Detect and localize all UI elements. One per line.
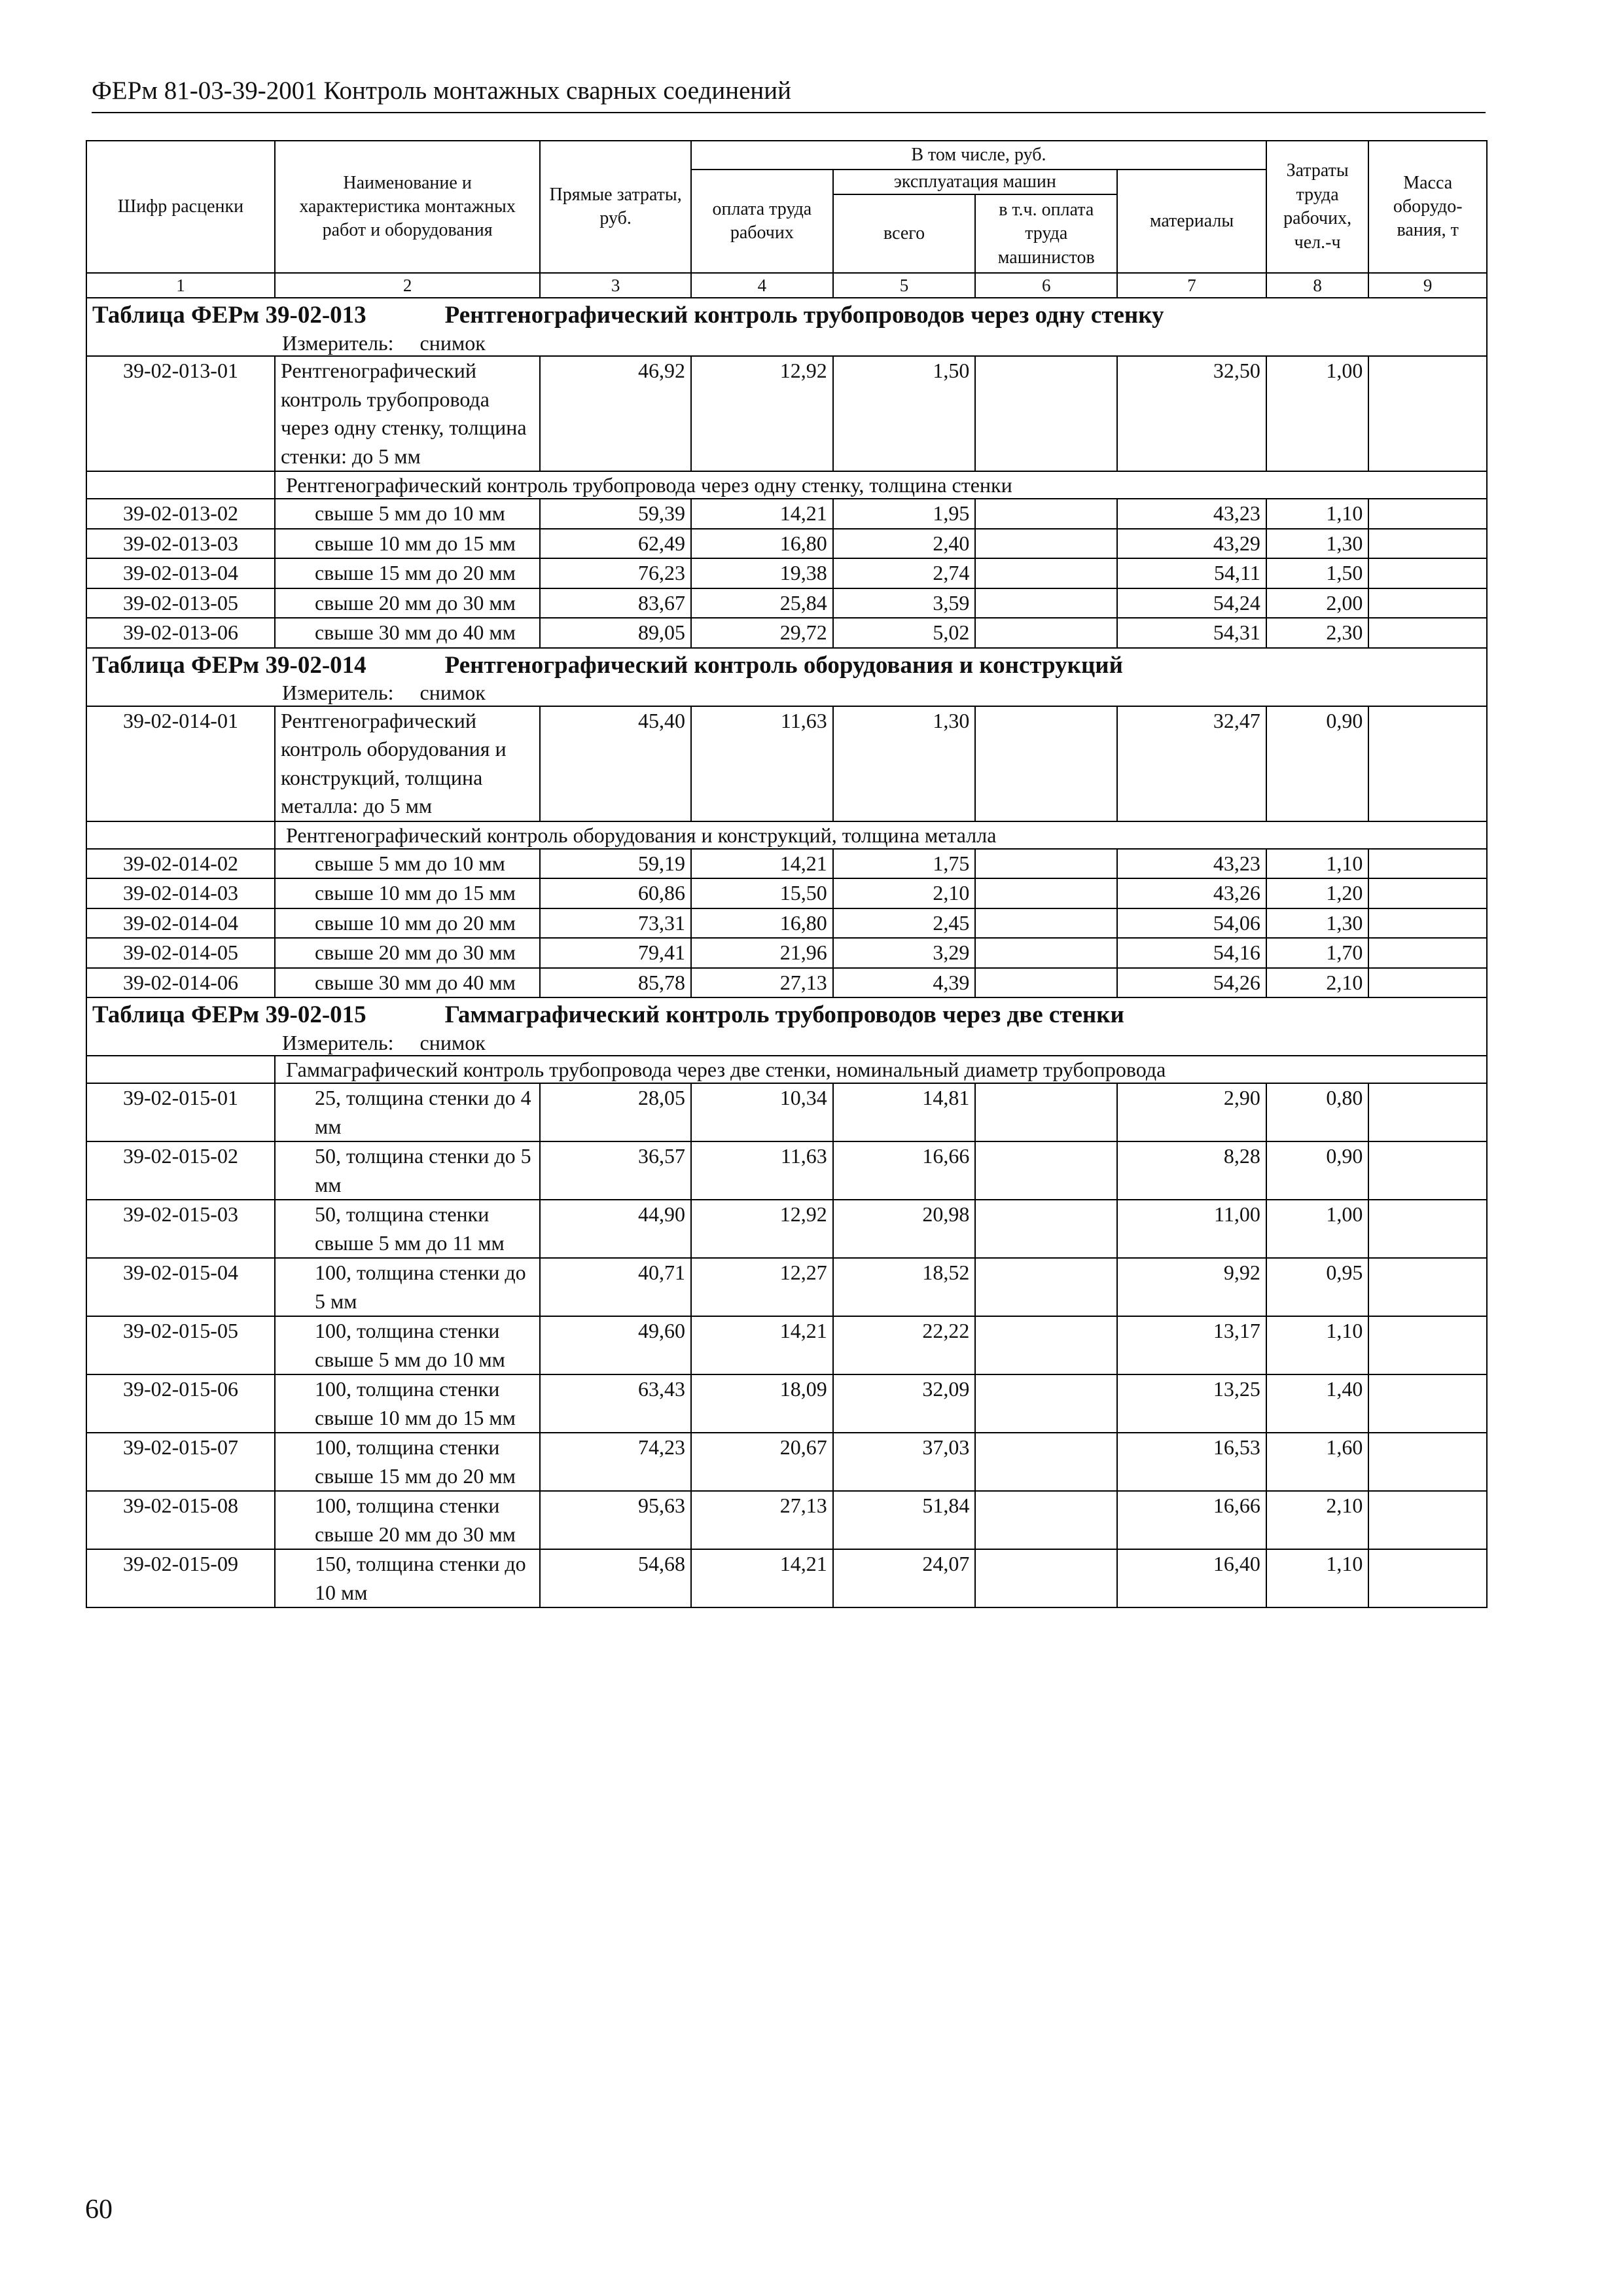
machinist-pay <box>975 938 1117 968</box>
equipment-mass <box>1368 1433 1487 1491</box>
rate-code: 39-02-013-04 <box>86 558 275 588</box>
equipment-mass <box>1368 618 1487 648</box>
equipment-mass <box>1368 938 1487 968</box>
rate-code: 39-02-015-02 <box>86 1141 275 1200</box>
materials: 11,00 <box>1117 1200 1266 1258</box>
table-title-row <box>86 298 1487 330</box>
col-header-including: В том числе, руб. <box>691 141 1266 170</box>
direct-cost: 73,31 <box>540 908 691 939</box>
work-name: свыше 5 мм до 10 мм <box>275 849 540 879</box>
machinist-pay <box>975 1374 1117 1433</box>
rate-code: 39-02-015-08 <box>86 1491 275 1549</box>
col-header-labor-pay: оплата труда рабочих <box>691 170 833 273</box>
meter-cell <box>86 1030 1487 1056</box>
rate-code: 39-02-014-04 <box>86 908 275 939</box>
rate-code: 39-02-013-06 <box>86 618 275 648</box>
materials: 2,90 <box>1117 1083 1266 1141</box>
machinist-pay <box>975 1258 1117 1316</box>
labor-hours: 1,30 <box>1266 908 1369 939</box>
labor-hours: 1,00 <box>1266 356 1369 471</box>
machines-total: 3,59 <box>833 588 976 619</box>
work-name: свыше 10 мм до 15 мм <box>275 529 540 559</box>
table-row <box>86 529 1487 559</box>
rate-code: 39-02-013-03 <box>86 529 275 559</box>
work-name: 100, толщина стенки до 5 мм <box>275 1258 540 1316</box>
labor-pay: 12,92 <box>691 356 833 471</box>
table-row <box>86 618 1487 648</box>
rate-code: 39-02-014-06 <box>86 968 275 998</box>
equipment-mass <box>1368 1316 1487 1374</box>
table-row <box>86 1374 1487 1433</box>
labor-pay: 27,13 <box>691 1491 833 1549</box>
work-name: Рентгенографический контроль трубопровода через одну стенку, толщина стенки: до 5 мм <box>275 356 540 471</box>
labor-hours: 1,00 <box>1266 1200 1369 1258</box>
direct-cost: 76,23 <box>540 558 691 588</box>
labor-hours: 0,80 <box>1266 1083 1369 1141</box>
work-name: свыше 10 мм до 20 мм <box>275 908 540 939</box>
materials: 54,16 <box>1117 938 1266 968</box>
table-row <box>86 908 1487 939</box>
machinist-pay <box>975 1141 1117 1200</box>
work-name: 25, толщина стенки до 4 мм <box>275 1083 540 1141</box>
machines-total: 4,39 <box>833 968 976 998</box>
work-name: свыше 15 мм до 20 мм <box>275 558 540 588</box>
direct-cost: 45,40 <box>540 706 691 821</box>
col-header-machines: эксплуатация машин <box>833 170 1117 194</box>
col-number: 2 <box>275 273 540 298</box>
direct-cost: 49,60 <box>540 1316 691 1374</box>
equipment-mass <box>1368 1549 1487 1607</box>
col-number: 1 <box>86 273 275 298</box>
equipment-mass <box>1368 968 1487 998</box>
work-name: Рентгенографический контроль оборудования и конструкций, толщина металла: до 5 мм <box>275 706 540 821</box>
table-title-cell <box>86 298 1487 330</box>
work-name: свыше 20 мм до 30 мм <box>275 588 540 619</box>
equipment-mass <box>1368 558 1487 588</box>
materials: 16,40 <box>1117 1549 1266 1607</box>
direct-cost: 74,23 <box>540 1433 691 1491</box>
group-code-cell <box>86 1056 275 1083</box>
machines-total: 2,10 <box>833 878 976 908</box>
col-number: 5 <box>833 273 976 298</box>
machines-total: 22,22 <box>833 1316 976 1374</box>
table-name: Рентгенографический контроль оборудования и конструкций <box>444 651 1123 679</box>
col-number: 3 <box>540 273 691 298</box>
labor-hours: 0,90 <box>1266 706 1369 821</box>
labor-pay: 21,96 <box>691 938 833 968</box>
labor-pay: 27,13 <box>691 968 833 998</box>
table-title-cell <box>86 997 1487 1030</box>
labor-pay: 10,34 <box>691 1083 833 1141</box>
direct-cost: 79,41 <box>540 938 691 968</box>
meter-label: Измеритель: <box>282 1030 394 1054</box>
page-number: 60 <box>85 2195 113 2225</box>
labor-pay: 14,21 <box>691 499 833 529</box>
table-body <box>86 298 1487 1607</box>
table-row <box>86 1083 1487 1141</box>
machinist-pay <box>975 849 1117 879</box>
rate-code: 39-02-015-06 <box>86 1374 275 1433</box>
machines-total: 1,75 <box>833 849 976 879</box>
col-header-materials: материалы <box>1117 170 1266 273</box>
equipment-mass <box>1368 1491 1487 1549</box>
table-row <box>86 849 1487 879</box>
table-row <box>86 1549 1487 1607</box>
machines-total: 1,50 <box>833 356 976 471</box>
meter-cell <box>86 331 1487 356</box>
machinist-pay <box>975 968 1117 998</box>
table-row <box>86 1316 1487 1374</box>
labor-pay: 16,80 <box>691 908 833 939</box>
machinist-pay <box>975 588 1117 619</box>
direct-cost: 44,90 <box>540 1200 691 1258</box>
equipment-mass <box>1368 706 1487 821</box>
labor-pay: 12,27 <box>691 1258 833 1316</box>
table-number: Таблица ФЕРм 39-02-014 <box>92 651 366 679</box>
table-row <box>86 968 1487 998</box>
group-code-cell <box>86 821 275 849</box>
labor-hours: 1,10 <box>1266 499 1369 529</box>
labor-pay: 29,72 <box>691 618 833 648</box>
group-text: Рентгенографический контроль трубопровода через одну стенку, толщина стенки <box>275 471 1487 499</box>
equipment-mass <box>1368 1200 1487 1258</box>
group-row <box>86 821 1487 849</box>
meter-row <box>86 1030 1487 1056</box>
rate-code: 39-02-015-05 <box>86 1316 275 1374</box>
labor-hours: 1,60 <box>1266 1433 1369 1491</box>
machinist-pay <box>975 1083 1117 1141</box>
machines-total: 18,52 <box>833 1258 976 1316</box>
machines-total: 1,30 <box>833 706 976 821</box>
col-header-labor-hours: Затраты труда рабочих, чел.-ч <box>1266 141 1369 273</box>
materials: 54,11 <box>1117 558 1266 588</box>
direct-cost: 85,78 <box>540 968 691 998</box>
table-row <box>86 1433 1487 1491</box>
labor-pay: 19,38 <box>691 558 833 588</box>
table-row <box>86 1491 1487 1549</box>
labor-pay: 15,50 <box>691 878 833 908</box>
work-name: свыше 10 мм до 15 мм <box>275 878 540 908</box>
labor-pay: 20,67 <box>691 1433 833 1491</box>
work-name: свыше 30 мм до 40 мм <box>275 968 540 998</box>
machines-total: 20,98 <box>833 1200 976 1258</box>
labor-pay: 14,21 <box>691 1316 833 1374</box>
materials: 43,26 <box>1117 878 1266 908</box>
materials: 13,17 <box>1117 1316 1266 1374</box>
rate-code: 39-02-013-05 <box>86 588 275 619</box>
materials: 16,66 <box>1117 1491 1266 1549</box>
materials: 16,53 <box>1117 1433 1266 1491</box>
labor-hours: 1,20 <box>1266 878 1369 908</box>
direct-cost: 59,39 <box>540 499 691 529</box>
table-row <box>86 558 1487 588</box>
rate-code: 39-02-015-07 <box>86 1433 275 1491</box>
direct-cost: 62,49 <box>540 529 691 559</box>
rate-code: 39-02-014-01 <box>86 706 275 821</box>
labor-pay: 11,63 <box>691 706 833 821</box>
equipment-mass <box>1368 588 1487 619</box>
rate-code: 39-02-014-02 <box>86 849 275 879</box>
materials: 32,47 <box>1117 706 1266 821</box>
work-name: свыше 20 мм до 30 мм <box>275 938 540 968</box>
rates-table <box>86 140 1488 1608</box>
group-code-cell <box>86 471 275 499</box>
machines-total: 1,95 <box>833 499 976 529</box>
col-number: 6 <box>975 273 1117 298</box>
labor-hours: 0,90 <box>1266 1141 1369 1200</box>
machines-total: 16,66 <box>833 1141 976 1200</box>
work-name: 100, толщина стенки свыше 5 мм до 10 мм <box>275 1316 540 1374</box>
direct-cost: 59,19 <box>540 849 691 879</box>
machinist-pay <box>975 1549 1117 1607</box>
col-number: 9 <box>1368 273 1487 298</box>
work-name: 150, толщина стенки до 10 мм <box>275 1549 540 1607</box>
labor-hours: 1,10 <box>1266 1316 1369 1374</box>
meter-value: снимок <box>419 681 486 705</box>
col-header-direct: Прямые затраты, руб. <box>540 141 691 273</box>
equipment-mass <box>1368 356 1487 471</box>
group-text: Рентгенографический контроль оборудования и конструкций, толщина металла <box>275 821 1487 849</box>
col-number: 8 <box>1266 273 1369 298</box>
table-row <box>86 938 1487 968</box>
machinist-pay <box>975 1491 1117 1549</box>
col-number: 4 <box>691 273 833 298</box>
materials: 54,26 <box>1117 968 1266 998</box>
direct-cost: 28,05 <box>540 1083 691 1141</box>
rate-code: 39-02-015-09 <box>86 1549 275 1607</box>
labor-pay: 25,84 <box>691 588 833 619</box>
machines-total: 5,02 <box>833 618 976 648</box>
labor-pay: 14,21 <box>691 849 833 879</box>
meter-cell <box>86 680 1487 706</box>
equipment-mass <box>1368 1258 1487 1316</box>
machinist-pay <box>975 908 1117 939</box>
direct-cost: 95,63 <box>540 1491 691 1549</box>
col-header-code: Шифр расценки <box>86 141 275 273</box>
equipment-mass <box>1368 529 1487 559</box>
equipment-mass <box>1368 908 1487 939</box>
equipment-mass <box>1368 1374 1487 1433</box>
table-title-cell <box>86 648 1487 680</box>
rate-code: 39-02-015-04 <box>86 1258 275 1316</box>
table-row <box>86 588 1487 619</box>
table-number: Таблица ФЕРм 39-02-015 <box>92 1001 366 1029</box>
materials: 54,24 <box>1117 588 1266 619</box>
table-row <box>86 878 1487 908</box>
labor-pay: 14,21 <box>691 1549 833 1607</box>
meter-row <box>86 680 1487 706</box>
rate-code: 39-02-015-01 <box>86 1083 275 1141</box>
col-number: 7 <box>1117 273 1266 298</box>
labor-hours: 1,10 <box>1266 849 1369 879</box>
col-header-machines-total: всего <box>833 194 976 273</box>
machinist-pay <box>975 878 1117 908</box>
col-header-machinist-pay: в т.ч. оплата труда машинистов <box>975 194 1117 273</box>
machinist-pay <box>975 706 1117 821</box>
machines-total: 51,84 <box>833 1491 976 1549</box>
table-row <box>86 499 1487 529</box>
machinist-pay <box>975 356 1117 471</box>
work-name: 100, толщина стенки свыше 20 мм до 30 мм <box>275 1491 540 1549</box>
machinist-pay <box>975 1316 1117 1374</box>
group-row <box>86 471 1487 499</box>
labor-hours: 1,10 <box>1266 1549 1369 1607</box>
rate-code: 39-02-014-05 <box>86 938 275 968</box>
group-row <box>86 1056 1487 1083</box>
equipment-mass <box>1368 849 1487 879</box>
materials: 8,28 <box>1117 1141 1266 1200</box>
direct-cost: 40,71 <box>540 1258 691 1316</box>
machinist-pay <box>975 1433 1117 1491</box>
materials: 32,50 <box>1117 356 1266 471</box>
labor-pay: 11,63 <box>691 1141 833 1200</box>
work-name: свыше 30 мм до 40 мм <box>275 618 540 648</box>
page-header: ФЕРм 81-03-39-2001 Контроль монтажных сварных соединений <box>92 77 1486 113</box>
meter-label: Измеритель: <box>282 331 394 355</box>
labor-pay: 12,92 <box>691 1200 833 1258</box>
rate-code: 39-02-014-03 <box>86 878 275 908</box>
work-name: 50, толщина стенки свыше 5 мм до 11 мм <box>275 1200 540 1258</box>
rate-code: 39-02-015-03 <box>86 1200 275 1258</box>
direct-cost: 63,43 <box>540 1374 691 1433</box>
table-name: Рентгенографический контроль трубопроводов через одну стенку <box>444 302 1164 329</box>
meter-value: снимок <box>419 1030 486 1054</box>
work-name: свыше 5 мм до 10 мм <box>275 499 540 529</box>
table-title-row <box>86 648 1487 680</box>
group-text: Гаммаграфический контроль трубопровода через две стенки, номинальный диаметр трубопровода <box>275 1056 1487 1083</box>
machinist-pay <box>975 1200 1117 1258</box>
direct-cost: 46,92 <box>540 356 691 471</box>
col-header-equipment-mass: Масса оборудо-вания, т <box>1368 141 1487 273</box>
materials: 54,06 <box>1117 908 1266 939</box>
machines-total: 37,03 <box>833 1433 976 1491</box>
equipment-mass <box>1368 499 1487 529</box>
direct-cost: 89,05 <box>540 618 691 648</box>
labor-hours: 0,95 <box>1266 1258 1369 1316</box>
machinist-pay <box>975 499 1117 529</box>
machines-total: 24,07 <box>833 1549 976 1607</box>
labor-pay: 18,09 <box>691 1374 833 1433</box>
labor-hours: 1,70 <box>1266 938 1369 968</box>
materials: 13,25 <box>1117 1374 1266 1433</box>
work-name: 100, толщина стенки свыше 10 мм до 15 мм <box>275 1374 540 1433</box>
machines-total: 2,74 <box>833 558 976 588</box>
meter-row <box>86 331 1487 356</box>
table-row <box>86 706 1487 821</box>
table-name: Гаммаграфический контроль трубопроводов через две стенки <box>444 1001 1124 1029</box>
table-title-row <box>86 997 1487 1030</box>
direct-cost: 60,86 <box>540 878 691 908</box>
materials: 9,92 <box>1117 1258 1266 1316</box>
table-row <box>86 1258 1487 1316</box>
table-row <box>86 1141 1487 1200</box>
equipment-mass <box>1368 1141 1487 1200</box>
machinist-pay <box>975 558 1117 588</box>
machinist-pay <box>975 618 1117 648</box>
materials: 43,23 <box>1117 849 1266 879</box>
labor-hours: 2,10 <box>1266 1491 1369 1549</box>
machines-total: 32,09 <box>833 1374 976 1433</box>
labor-hours: 2,10 <box>1266 968 1369 998</box>
labor-hours: 2,30 <box>1266 618 1369 648</box>
meter-value: снимок <box>419 331 486 355</box>
direct-cost: 54,68 <box>540 1549 691 1607</box>
labor-pay: 16,80 <box>691 529 833 559</box>
work-name: 50, толщина стенки до 5 мм <box>275 1141 540 1200</box>
labor-hours: 1,40 <box>1266 1374 1369 1433</box>
labor-hours: 2,00 <box>1266 588 1369 619</box>
col-header-name: Наименование и характеристика монтажных работ и оборудования <box>275 141 540 273</box>
meter-label: Измеритель: <box>282 681 394 705</box>
machines-total: 2,40 <box>833 529 976 559</box>
materials: 43,23 <box>1117 499 1266 529</box>
equipment-mass <box>1368 878 1487 908</box>
materials: 54,31 <box>1117 618 1266 648</box>
labor-hours: 1,30 <box>1266 529 1369 559</box>
rate-code: 39-02-013-01 <box>86 356 275 471</box>
table-number: Таблица ФЕРм 39-02-013 <box>92 302 366 329</box>
machines-total: 14,81 <box>833 1083 976 1141</box>
machines-total: 3,29 <box>833 938 976 968</box>
work-name: 100, толщина стенки свыше 15 мм до 20 мм <box>275 1433 540 1491</box>
materials: 43,29 <box>1117 529 1266 559</box>
direct-cost: 36,57 <box>540 1141 691 1200</box>
machinist-pay <box>975 529 1117 559</box>
equipment-mass <box>1368 1083 1487 1141</box>
rate-code: 39-02-013-02 <box>86 499 275 529</box>
labor-hours: 1,50 <box>1266 558 1369 588</box>
table-row <box>86 356 1487 471</box>
machines-total: 2,45 <box>833 908 976 939</box>
table-row <box>86 1200 1487 1258</box>
direct-cost: 83,67 <box>540 588 691 619</box>
